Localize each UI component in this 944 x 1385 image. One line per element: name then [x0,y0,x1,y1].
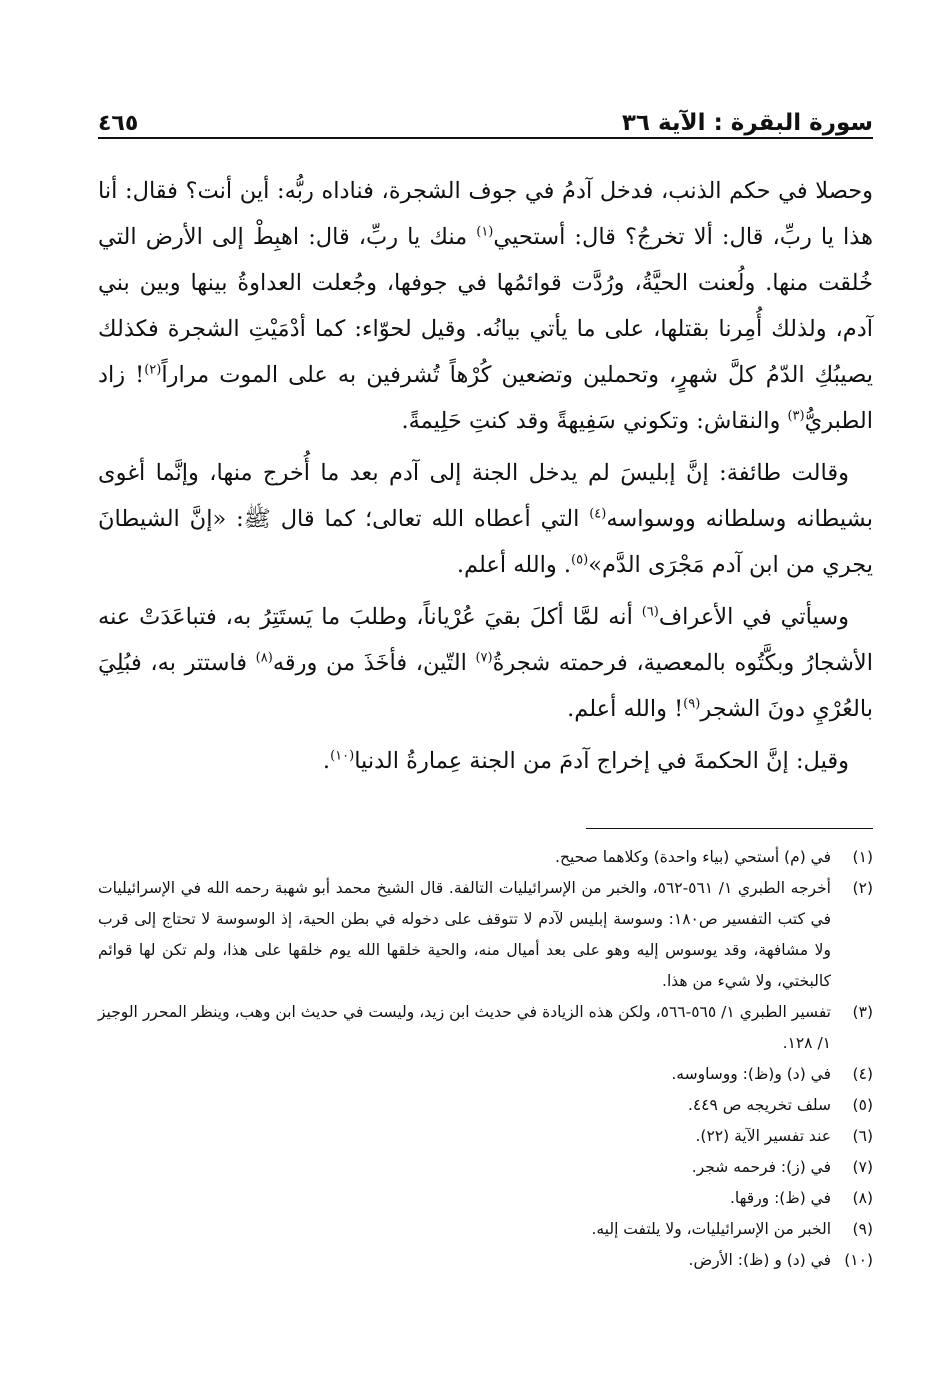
footnote-text: في (د) و (ظ): الأرض. [688,1251,831,1269]
footnote-ref-4[interactable]: (٤) [589,506,607,522]
footnote-ref-8[interactable]: (٨) [255,650,273,666]
footnote-number: (٨) [852,1189,873,1207]
footnote-ref-9[interactable]: (٩) [683,696,701,712]
footnote-text: في (م) أستحي (بياء واحدة) وكلاهما صحيح. [555,848,831,866]
footnote [98,1090,873,1121]
page-number: ٤٦٥ [98,111,139,136]
text-run: منك يا ربِّ، قال: اهبِطْ إلى الأرض التي خُلقت منها. ولُعنت الحيَّةُ، ورُدَّت قوائمُها في جوفها، وجُعلت العداوةُ بينها وبين بني آدم، ولذلك أُمِرنا بقتلها، على ما يأتي بيانُه. وقيل لحوّاء: كما أدْمَيْتِ الشجرة فكذلك يصيبُكِ الدّمُ كلَّ شهرٍ، وتحملين وتضعين كُرْهاً تُشرفين به على الموت مراراً [98,224,873,388]
main-text [98,168,873,790]
footnote-ref-3[interactable]: (٣) [787,408,805,424]
footnote [98,1121,873,1152]
footnote [98,873,873,997]
footnote-text: الخبر من الإسرائيليات، ولا يلتفت إليه. [591,1220,831,1238]
text-run: وسيأتي في الأعراف [658,604,849,630]
footnote-ref-10[interactable]: (١٠) [330,748,355,764]
footnote [98,1059,873,1090]
footnote [98,997,873,1059]
footnote-number: (٦) [852,1127,873,1145]
footnote-text: في (ظ): ورقها. [729,1189,831,1207]
text-run: والنقاش: وتكوني سَفِيهةً وقد كنتِ حَلِيمةً. [401,408,788,434]
footnote-number: (٣) [852,1003,873,1021]
footnote-text: سلف تخريجه ص ٤٤٩. [687,1096,831,1114]
footnote-number: (٩) [852,1220,873,1238]
text-run: التّين، فأخَذَ من ورقه [272,650,476,676]
text-run: أنه لمَّا أكلَ بقيَ عُرْياناً، وطلبَ ما يَستَتِرُ به، فتباعَدَتْ عنه الأشجارُ وبكَّتُوه بالمعصية، فرحمته شجرةُ [98,604,874,676]
footnote-number: (٧) [852,1158,873,1176]
footnote-ref-2[interactable]: (٢) [144,362,162,378]
page-header [98,92,873,136]
footnote-text: أخرجه الطبري ١/ ٥٦١-٥٦٢، والخبر من الإسرائيليات التالفة. قال الشيخ محمد أبو شهبة رحمه الله في الإسرائيليات في كتب التفسير ص١٨٠: وسوسة إبليس لآدم لا تتوقف على دخوله في بطن الحية، إذ الوسوسة لا تحتاج إلى قرب ولا مشافهة، وقد يوسوس إليه وهو على بعد أميال منه، والحية خلقها الله يوم خلقها على هذا، ولم تكن لها قوائم كالبختي، ولا شيء من هذا. [98,879,831,990]
text-run: ! والله أعلم. [567,696,684,722]
footnote-text: في (د) و(ظ): ووساوسه. [671,1065,831,1083]
footnote-number: (١) [852,848,873,866]
footnote-ref-5[interactable]: (٥) [571,552,589,568]
text-run: التي أعطاه الله تعالى؛ كما قال ﷺ: «إنَّ الشيطانَ يجري من ابن آدم مَجْرَى الدَّم» [98,506,873,578]
footnote-ref-1[interactable]: (١) [476,224,494,240]
text-run: فاستتر به، فبُلِيَ بالعُرْيِ دونَ الشجر [98,650,873,722]
footnote-divider [586,828,873,829]
footnotes-section [98,842,873,1276]
footnote-number: (٥) [852,1096,873,1114]
footnote-text: تفسير الطبري ١/ ٥٦٥-٥٦٦، ولكن هذه الزيادة في حديث ابن زيد، وليست في حديث ابن وهب، وينظر المحرر الوجيز ١/ ١٢٨. [98,1003,832,1052]
paragraph-2 [98,450,873,588]
text-run: ! زاد الطبريُّ [98,362,873,434]
footnote-text: عند تفسير الآية (٢٢). [695,1127,831,1145]
running-title: سورة البقرة : الآية ٣٦ [621,110,873,136]
footnote-ref-6[interactable]: (٦) [641,604,659,620]
footnote-text: في (ز): فرحمه شجر. [691,1158,831,1176]
footnote-ref-7[interactable]: (٧) [475,650,493,666]
text-run: وقالت طائفة: إنَّ إبليسَ لم يدخل الجنة إلى آدم بعد ما أُخرج منها، وإنَّما أغوى بشيطانه وسلطانه ووسواسه [98,460,873,532]
footnote [98,1214,873,1245]
footnote-number: (٤) [852,1065,873,1083]
footnote-number: (١٠) [844,1251,873,1269]
text-run: وحصلا في حكم الذنب، فدخل آدمُ في جوف الشجرة، فناداه ربُّه: أين أنت؟ فقال: أنا هذا يا ربِّ، قال: ألا تخرجُ؟ قال: أستحيي [98,178,873,250]
footnote [98,1245,873,1276]
footnote [98,1152,873,1183]
paragraph-1 [98,168,873,444]
paragraph-3 [98,594,873,732]
footnote-number: (٢) [852,879,873,897]
footnote [98,1183,873,1214]
text-run: . والله أعلم. [456,552,572,578]
header-divider [98,137,873,139]
text-run: وقيل: إنَّ الحكمةَ في إخراج آدمَ من الجنة عِمارةُ الدنيا [354,748,849,774]
paragraph-4 [98,738,873,784]
text-run: . [322,748,331,774]
footnote [98,842,873,873]
